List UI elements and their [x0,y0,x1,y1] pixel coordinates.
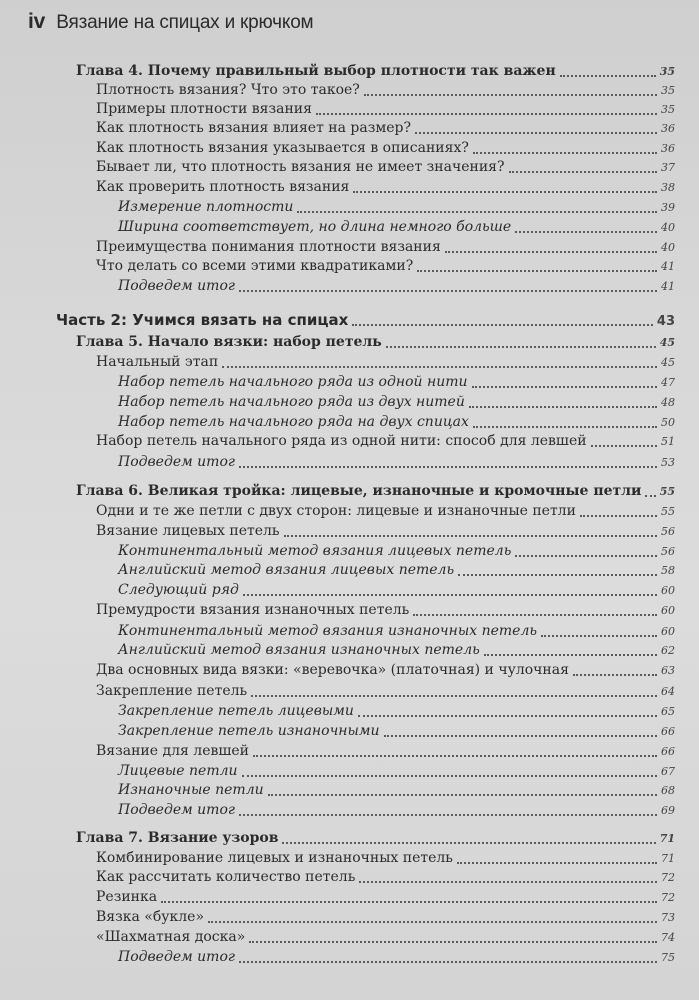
toc-entry-page: 55 [661,505,675,518]
toc-entry-page: 72 [661,891,675,904]
toc-entry-title: Вязание лицевых петель [96,523,280,539]
toc-entry-title: Как плотность вязания указывается в описаниях? [96,140,469,156]
leader-dots [208,920,657,923]
toc-entry-l1 [96,600,675,620]
toc-entry-chapter [76,332,675,352]
toc-entry-page: 60 [661,604,675,617]
toc-entry-page: 71 [659,832,675,845]
toc-entry-l1 [96,681,675,701]
leader-dots [222,365,657,368]
toc-entry-title: Начальный этап [96,354,219,370]
toc-entry-l2 [118,276,675,296]
toc-entry-page: 66 [661,725,675,738]
leader-dots [417,269,657,272]
leader-dots [384,734,657,737]
toc-entry-page: 65 [661,705,675,718]
toc-entry-page: 39 [661,201,675,214]
leader-dots [472,385,657,388]
toc-entry-title: Глава 7. Вязание узоров [76,830,279,846]
toc-entry-title: Континентальный метод вязания лицевых петель [118,543,512,559]
leader-dots [445,250,657,253]
toc-entry-page: 37 [661,161,675,174]
toc-entry-l1 [96,848,675,868]
toc-entry-page: 40 [661,221,675,234]
toc-entry-chapter [76,828,675,848]
toc-entry-page: 36 [661,142,675,155]
toc-entry-l1 [96,138,675,158]
toc-entry-l2 [118,392,675,412]
toc-entry-chapter [76,481,675,501]
leader-dots [239,960,657,963]
toc-entry-l1 [96,907,675,927]
leader-dots [580,514,657,517]
toc-entry-l1 [96,867,675,887]
leader-dots [515,554,657,557]
toc-entry-l2 [118,541,675,561]
toc-entry-title: Как плотность вязания влияет на размер? [96,120,411,136]
toc-entry-title: Примеры плотности вязания [96,101,312,117]
toc-entry-l2 [118,197,675,217]
toc-entry-page: 64 [661,685,675,698]
toc-entry-page: 48 [661,396,675,409]
toc-entry-l2 [118,560,675,580]
toc-entry-page: 50 [661,416,675,429]
leader-dots [297,210,657,213]
leader-dots [239,289,657,292]
toc-entry-title: Набор петель начального ряда из одной нити: способ для левшей [96,433,587,449]
toc-entry-l1 [96,157,675,177]
toc-entry-page: 63 [661,664,675,677]
toc-entry-title: Два основных вида вязки: «веревочка» (платочная) и чулочная [96,662,569,678]
leader-dots [473,151,657,154]
toc-entry-page: 38 [661,181,675,194]
leader-dots [268,793,657,796]
toc-entry-title: Вязание для левшей [96,743,249,759]
toc-entry-l1 [96,256,675,276]
toc-entry-l2 [118,372,675,392]
toc-entry-title: Глава 4. Почему правильный выбор плотности так важен [76,63,556,79]
toc-entry-page: 47 [661,376,675,389]
leader-dots [413,613,657,616]
toc-entry-page: 66 [661,745,675,758]
toc-entry-page: 35 [661,84,675,97]
toc-entry-page: 58 [661,564,675,577]
page-number: iv [28,10,46,33]
leader-dots [458,573,657,576]
toc-entry-l1 [96,927,675,947]
toc-entry-title: Набор петель начального ряда из двух нитей [118,394,465,410]
toc-entry-title: Преимущества понимания плотности вязания [96,239,441,255]
leader-dots [473,425,657,428]
toc-entry-title: Следующий ряд [118,582,239,598]
toc-entry-title: Плотность вязания? Что это такое? [96,82,360,98]
toc-entry-l2 [118,640,675,660]
toc-entry-title: Изнаночные петли [118,782,264,798]
leader-dots [386,345,656,348]
toc-entry-l1 [96,431,675,451]
toc-entry-title: Английский метод вязания лицевых петель [118,562,455,578]
leader-dots [645,494,655,497]
toc-entry-page: 60 [661,584,675,597]
toc-entry-page: 56 [661,545,675,558]
toc-entry-title: Одни и те же петли с двух сторон: лицевые и изнаночные петли [96,503,576,519]
toc-entry-l1 [96,660,675,680]
toc-entry-l2 [118,217,675,237]
toc-entry-page: 74 [661,931,675,944]
toc-entry-title: Что делать со всеми этими квадратиками? [96,258,414,274]
toc-entry-title: Подведем итог [118,454,235,470]
toc-entry-page: 51 [661,435,675,448]
toc-entry-l1 [96,741,675,761]
toc-entry-l2 [118,701,675,721]
leader-dots [282,841,655,844]
toc-entry-l2 [118,947,675,967]
leader-dots [161,900,657,903]
leader-dots [239,813,657,816]
leader-dots [243,593,657,596]
toc-entry-title: «Шахматная доска» [96,929,246,945]
toc-entry-page: 45 [661,356,675,369]
toc-entry-l1 [96,237,675,257]
leader-dots [469,405,657,408]
toc-entry-title: Как рассчитать количество петель [96,869,356,885]
leader-dots [359,880,657,883]
toc-entry-title: Подведем итог [118,278,235,294]
toc-entry-page: 35 [661,103,675,116]
toc-entry-page: 41 [661,260,675,273]
toc-entry-l2 [118,721,675,741]
leader-dots [484,653,657,656]
leader-dots [515,230,657,233]
toc-entry-page: 69 [661,804,675,817]
book-title: Вязание на спицах и крючком [56,12,314,33]
toc-entry-title: Континентальный метод вязания изнаночных петель [118,623,537,639]
toc-entry-title: Набор петель начального ряда из одной нити [118,374,468,390]
toc-entry-page: 67 [661,765,675,778]
toc-entry-chapter [76,61,675,81]
leader-dots [364,93,657,96]
toc-entry-l1 [96,177,675,197]
toc-entry-title: Подведем итог [118,802,235,818]
leader-dots [591,444,657,447]
toc-entry-page: 53 [661,456,675,469]
leader-dots [253,754,657,757]
toc-entry-title: Лицевые петли [118,763,238,779]
toc-entry-title: Подведем итог [118,949,235,965]
leader-dots [251,694,657,697]
leader-dots [415,131,657,134]
toc-entry-page: 35 [659,65,675,78]
leader-dots [358,714,657,717]
toc-entry-page: 43 [656,314,675,329]
toc-entry-l1 [96,80,675,100]
toc-entry-title: Вязка «букле» [96,909,205,925]
leader-dots [242,774,657,777]
toc-entry-page: 55 [659,485,675,498]
leader-dots [316,112,657,115]
toc-entry-page: 60 [661,625,675,638]
leader-dots [352,323,653,326]
toc-entry-title: Закрепление петель [96,683,248,699]
toc-entry-l1 [96,501,675,521]
toc-entry-page: 71 [661,852,675,865]
leader-dots [573,673,657,676]
toc-entry-page: 41 [661,280,675,293]
toc-entry-l1 [96,887,675,907]
leader-dots [457,861,657,864]
toc-entry-l2 [118,621,675,641]
leader-dots [249,940,657,943]
toc-entry-title: Комбинирование лицевых и изнаночных петель [96,850,453,866]
toc-entry-l2 [118,780,675,800]
toc-entry-l2 [118,761,675,781]
toc-entry-title: Часть 2: Учимся вязать на спицах [56,311,349,329]
toc-entry-title: Ширина соответствует, но длина немного больше [118,219,512,235]
leader-dots [239,465,657,468]
toc-entry-title: Закрепление петель изнаночными [118,723,380,739]
toc-entry-l1 [96,118,675,138]
toc-entry-part [56,310,675,330]
toc-entry-title: Глава 6. Великая тройка: лицевые, изнаночные и кромочные петли [76,483,642,499]
toc-entry-l2 [118,800,675,820]
toc-entry-page: 72 [661,871,675,884]
toc-entry-page: 45 [659,336,675,349]
leader-dots [284,534,657,537]
toc-entry-title: Премудрости вязания изнаночных петель [96,602,410,618]
toc-entry-l1 [96,521,675,541]
toc-entry-page: 36 [661,122,675,135]
toc-entry-page: 62 [661,644,675,657]
toc-entry-title: Резинка [96,889,158,905]
toc-entry-page: 68 [661,784,675,797]
toc-entry-title: Бывает ли, что плотность вязания не имеет значения? [96,159,505,175]
leader-dots [353,190,657,193]
toc-entry-page: 75 [661,951,675,964]
leader-dots [560,74,656,77]
toc-entry-page: 56 [661,525,675,538]
toc-entry-l1 [96,352,675,372]
toc-entry-page: 73 [661,911,675,924]
toc-entry-title: Глава 5. Начало вязки: набор петель [76,334,382,350]
toc-entry-l2 [118,452,675,472]
leader-dots [509,170,657,173]
toc-entry-page: 40 [661,241,675,254]
toc-entry-title: Английский метод вязания изнаночных петель [118,642,480,658]
toc-entry-title: Набор петель начального ряда на двух спицах [118,414,469,430]
leader-dots [541,634,657,637]
toc-entry-l1 [96,99,675,119]
toc-entry-title: Измерение плотности [118,199,294,215]
toc-entry-l2 [118,412,675,432]
toc-entry-title: Закрепление петель лицевыми [118,703,354,719]
toc-entry-l2 [118,580,675,600]
toc-entry-title: Как проверить плотность вязания [96,179,350,195]
